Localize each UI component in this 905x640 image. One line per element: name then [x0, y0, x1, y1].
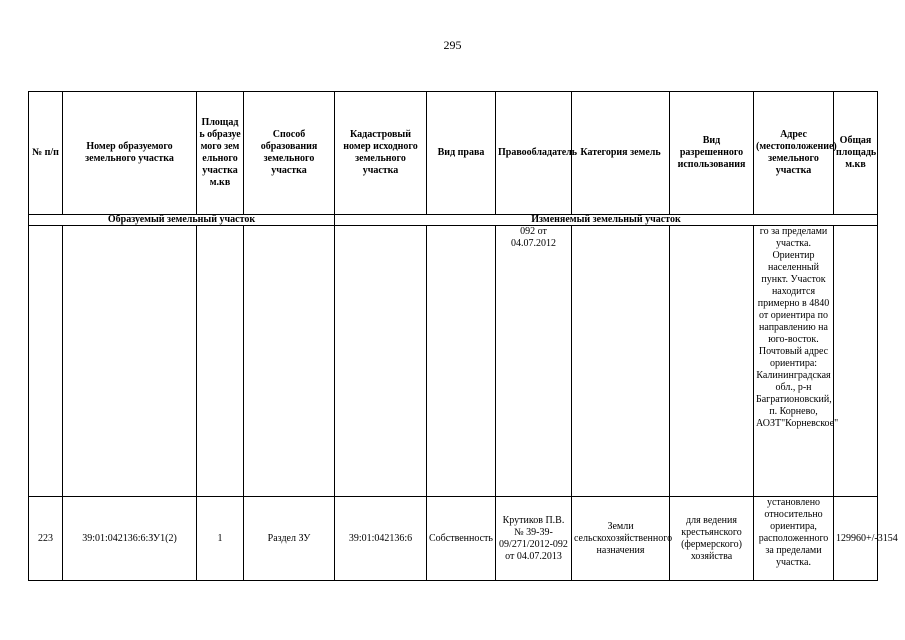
cell-empty [834, 226, 878, 497]
header-holder: Правообладатель [496, 92, 572, 215]
header-row [29, 92, 878, 215]
table-row-continuation [29, 226, 878, 497]
header-parcel-number: Номер образуемого земельного участка [63, 92, 197, 215]
cell-cadastral: 39:01:042136:6 [335, 497, 427, 581]
header-cadastral: Кадастровый номер исходного земельного участка [335, 92, 427, 215]
cell-total-area: 129960+/-3154 [834, 497, 878, 581]
cell-empty [197, 226, 244, 497]
section-changed-parcel: Изменяемый земельный участок [335, 215, 878, 226]
cell-num: 223 [29, 497, 63, 581]
cell-permitted-use: для ведения крестьянского (фермерского) хозяйства [670, 497, 754, 581]
cell-area: 1 [197, 497, 244, 581]
header-area: Площадь образуемого земельного участка м.кв [197, 92, 244, 215]
cell-empty [670, 226, 754, 497]
table-row [29, 497, 878, 581]
section-formed-parcel: Образуемый земельный участок [29, 215, 335, 226]
header-permitted-use: Вид разрешенного использования [670, 92, 754, 215]
header-method: Способ образования земельного участка [244, 92, 335, 215]
cell-empty [335, 226, 427, 497]
cell-method: Раздел ЗУ [244, 497, 335, 581]
header-address: Адрес (местоположение) земельного участка [754, 92, 834, 215]
header-right-type: Вид права [427, 92, 496, 215]
cell-right-type: Собственность [427, 497, 496, 581]
cell-empty [427, 226, 496, 497]
land-parcel-table [28, 91, 898, 581]
cell-address-continued: го за пределами участка. Ориентир населенный пункт. Участок находится примерно в 4840 от ориентира по направлению на юго-восток. Почтовый адрес ориентира: Калининградская обл., р-н Багратионовский, п. Корнево, АОЗТ"Корневское" [754, 226, 834, 497]
page-number: 295 [443, 38, 462, 52]
cell-empty [29, 226, 63, 497]
cell-empty [63, 226, 197, 497]
cell-holder-continued: 092 от 04.07.2012 [496, 226, 572, 497]
header-category: Категория земель [572, 92, 670, 215]
section-row [29, 215, 878, 226]
cell-category: Земли сельскохозяйственного назначения [572, 497, 670, 581]
cell-address: установлено относительно ориентира, расположенного за пределами участка. [754, 497, 834, 581]
cell-holder: Крутиков П.В. № 39-39-09/271/2012-092 от 04.07.2013 [496, 497, 572, 581]
cell-empty [244, 226, 335, 497]
header-total-area: Общая площадь м.кв [834, 92, 878, 215]
cell-empty [572, 226, 670, 497]
cell-parcel-number: 39:01:042136:6:ЗУ1(2) [63, 497, 197, 581]
header-num: № п/п [29, 92, 63, 215]
